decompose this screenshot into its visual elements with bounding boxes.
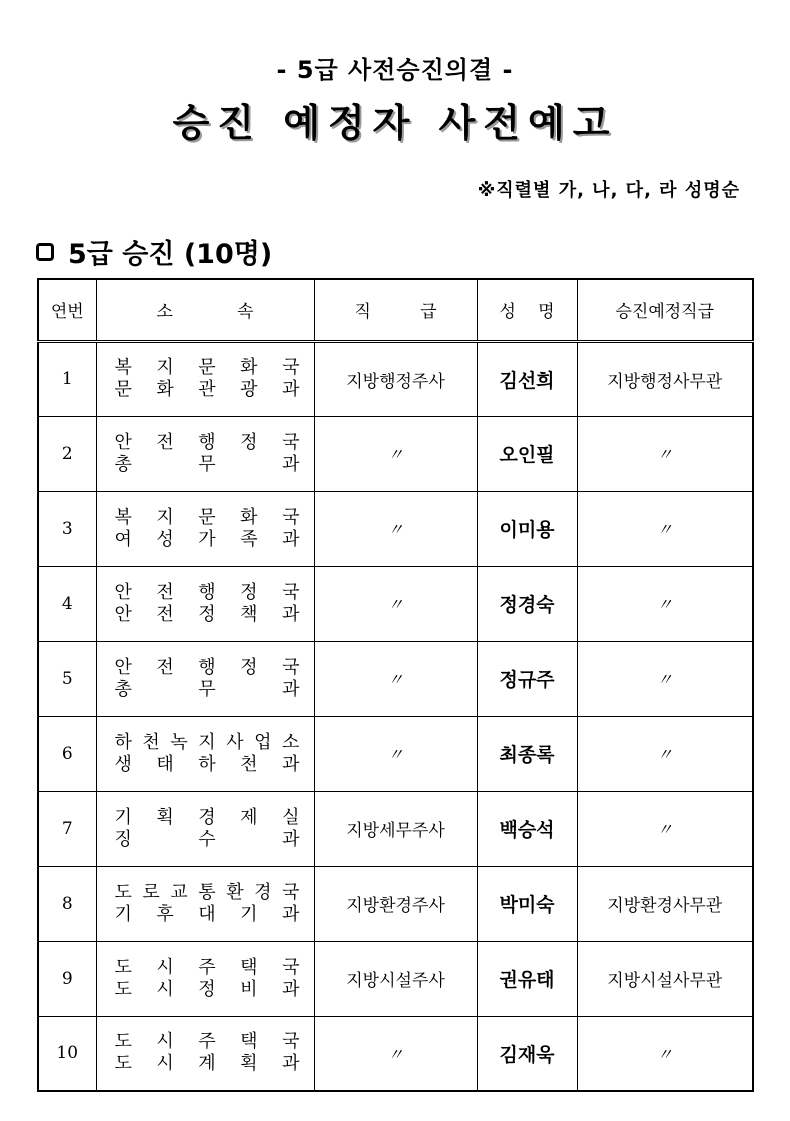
row-target-grade: 지방행정사무관 xyxy=(577,341,753,416)
header-name: 성 명 xyxy=(477,279,577,341)
header-grade: 직 급 xyxy=(314,279,477,341)
row-department: 복 지 문 화 국 여 성 가 족 과 xyxy=(96,491,314,566)
row-department: 기 획 경 제 실 징 수 과 xyxy=(96,791,314,866)
row-grade: 지방시설주사 xyxy=(314,941,477,1016)
row-department: 하 천 녹 지 사 업 소 생 태 하 천 과 xyxy=(96,716,314,791)
header-dept: 소 속 xyxy=(96,279,314,341)
promotion-table xyxy=(37,278,754,1092)
table-row xyxy=(38,866,753,941)
sort-note: ※직렬별 가, 나, 다, 라 성명순 xyxy=(477,180,740,201)
table-row xyxy=(38,491,753,566)
row-name: 오인필 xyxy=(477,416,577,491)
row-grade: 〃 xyxy=(314,491,477,566)
row-name: 이미용 xyxy=(477,491,577,566)
row-grade: 〃 xyxy=(314,641,477,716)
row-department: 안 전 행 정 국 총 무 과 xyxy=(96,416,314,491)
row-target-grade: 지방환경사무관 xyxy=(577,866,753,941)
row-number: 9 xyxy=(38,941,96,1016)
table-row xyxy=(38,716,753,791)
row-grade: 〃 xyxy=(314,416,477,491)
row-number: 1 xyxy=(38,341,96,416)
table-header-row xyxy=(38,279,753,341)
row-name: 김선희 xyxy=(477,341,577,416)
document-title: 승진 예정자 사전예고 xyxy=(172,101,618,145)
row-name: 정경숙 xyxy=(477,566,577,641)
row-department: 안 전 행 정 국 총 무 과 xyxy=(96,641,314,716)
table-row xyxy=(38,341,753,416)
row-department: 안 전 행 정 국 안 전 정 책 과 xyxy=(96,566,314,641)
row-department: 도 시 주 택 국 도 시 정 비 과 xyxy=(96,941,314,1016)
header-target: 승진예정직급 xyxy=(577,279,753,341)
row-department: 도 시 주 택 국 도 시 계 획 과 xyxy=(96,1016,314,1091)
row-grade: 〃 xyxy=(314,716,477,791)
row-target-grade: 〃 xyxy=(577,641,753,716)
checkbox-square-icon xyxy=(36,243,54,261)
row-number: 3 xyxy=(38,491,96,566)
row-target-grade: 〃 xyxy=(577,416,753,491)
table-row xyxy=(38,1016,753,1091)
table-row xyxy=(38,941,753,1016)
row-grade: 〃 xyxy=(314,1016,477,1091)
row-grade: 지방세무주사 xyxy=(314,791,477,866)
row-name: 권유태 xyxy=(477,941,577,1016)
table-row xyxy=(38,566,753,641)
table-row xyxy=(38,791,753,866)
header-no: 연번 xyxy=(38,279,96,341)
table-row xyxy=(38,641,753,716)
row-number: 6 xyxy=(38,716,96,791)
row-department: 복 지 문 화 국 문 화 관 광 과 xyxy=(96,341,314,416)
row-target-grade: 〃 xyxy=(577,566,753,641)
row-number: 4 xyxy=(38,566,96,641)
row-name: 박미숙 xyxy=(477,866,577,941)
row-number: 2 xyxy=(38,416,96,491)
row-department: 도 로 교 통 환 경 국 기 후 대 기 과 xyxy=(96,866,314,941)
row-name: 최종록 xyxy=(477,716,577,791)
row-number: 7 xyxy=(38,791,96,866)
row-number: 8 xyxy=(38,866,96,941)
row-number: 5 xyxy=(38,641,96,716)
row-grade: 지방환경주사 xyxy=(314,866,477,941)
row-grade: 〃 xyxy=(314,566,477,641)
section-label: 5급 승진 (10명) xyxy=(68,239,273,270)
row-name: 백승석 xyxy=(477,791,577,866)
row-number: 10 xyxy=(38,1016,96,1091)
row-target-grade: 지방시설사무관 xyxy=(577,941,753,1016)
document-subtitle: - 5급 사전승진의결 - xyxy=(276,56,514,84)
row-name: 김재욱 xyxy=(477,1016,577,1091)
row-target-grade: 〃 xyxy=(577,791,753,866)
row-grade: 지방행정주사 xyxy=(314,341,477,416)
row-target-grade: 〃 xyxy=(577,1016,753,1091)
row-target-grade: 〃 xyxy=(577,491,753,566)
row-target-grade: 〃 xyxy=(577,716,753,791)
section-heading xyxy=(36,232,272,271)
table-row xyxy=(38,416,753,491)
row-name: 정규주 xyxy=(477,641,577,716)
